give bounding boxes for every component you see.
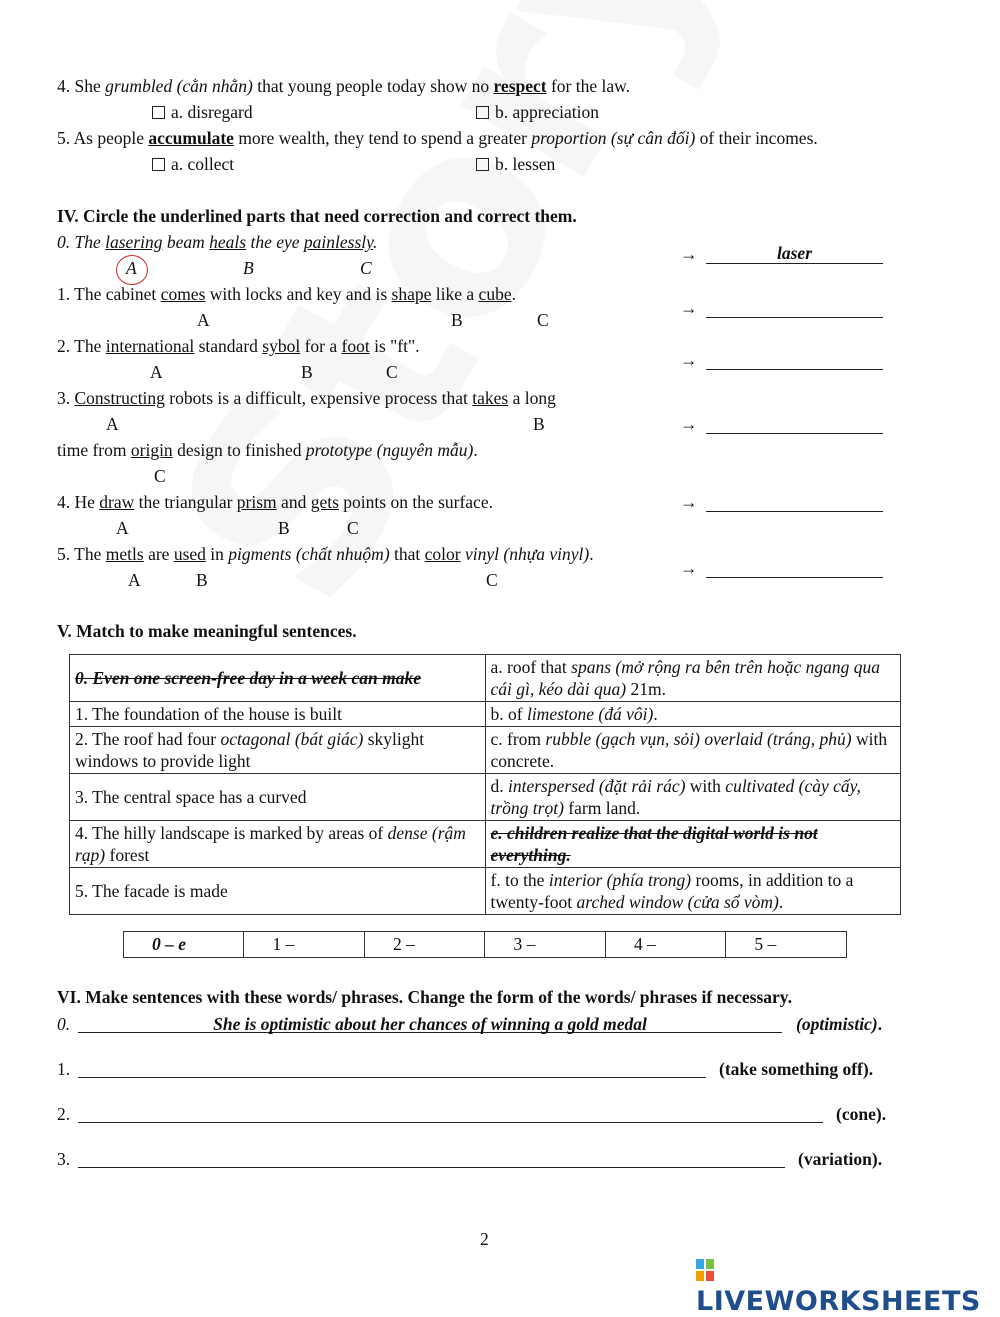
right-cell: c. from rubble (gạch vụn, sỏi) overlaid (tráng, phủ) with concrete.	[485, 727, 901, 774]
label-c: C	[486, 570, 498, 590]
label-c: C	[347, 518, 359, 538]
label-c: C	[360, 258, 372, 278]
answer-line[interactable]: →	[680, 414, 890, 438]
table-row	[70, 727, 901, 774]
answer-line[interactable]: →	[680, 558, 890, 582]
answer-line: → laser	[680, 244, 890, 268]
option-b-checkbox[interactable]: b. appreciation	[476, 102, 599, 123]
answer-text: laser	[777, 243, 812, 263]
sentence-input-line[interactable]	[78, 1149, 785, 1168]
left-cell: 1. The foundation of the house is built	[70, 702, 486, 727]
table-row	[70, 702, 901, 727]
question-4: 4. He draw the triangular prism and gets points on the surface.	[57, 492, 493, 512]
table-row	[70, 821, 901, 868]
example-cue: (optimistic).	[796, 1014, 883, 1034]
left-cell: 4. The hilly landscape is marked by areas of dense (rậm rạp) forest	[70, 821, 486, 868]
question-4: 4. She grumbled (cằn nhằn) that young people today show no respect for the law.	[57, 76, 631, 96]
question-1: 1. The cabinet comes with locks and key and is shape like a cube.	[57, 284, 516, 304]
label-a: A	[106, 414, 119, 434]
label-c: C	[386, 362, 398, 382]
section-4-heading: IV. Circle the underlined parts that need correction and correct them.	[57, 206, 577, 226]
table-row	[70, 774, 901, 821]
label-b: B	[301, 362, 313, 382]
answer-key-cell: 0 – e	[124, 932, 244, 958]
question-3-line-2: time from origin design to finished prototype (nguyên mẫu).	[57, 440, 478, 460]
right-cell: d. interspersed (đặt rải rác) with cultivated (cày cấy, trồng trọt) farm land.	[485, 774, 901, 821]
section-6-heading: VI. Make sentences with these words/ phrases. Change the form of the words/ phrases if necessary.	[57, 987, 792, 1007]
option-b-checkbox[interactable]: b. lessen	[476, 154, 555, 175]
table-row	[70, 655, 901, 702]
answer-line[interactable]: →	[680, 350, 890, 374]
example-sentence: 0. The lasering beam heals the eye painlessly.	[57, 232, 378, 252]
label-b: B	[533, 414, 545, 434]
item-cue: (take something off).	[719, 1059, 874, 1079]
option-a-checkbox[interactable]: a. collect	[152, 154, 234, 175]
page-number: 2	[480, 1229, 489, 1249]
label-b: B	[278, 518, 290, 538]
right-cell: a. roof that spans (mở rộng ra bên trên hoặc ngang qua cái gì, kéo dài qua) 21m.	[485, 655, 901, 702]
liveworksheets-logo: LIVEWORKSHEETS	[696, 1255, 1000, 1317]
key-word: respect	[493, 76, 547, 96]
answer-key-cell[interactable]: 2 –	[364, 932, 484, 958]
answer-key-cell[interactable]: 1 –	[244, 932, 364, 958]
item-number: 2.	[57, 1104, 71, 1124]
answer-key-cell[interactable]: 4 –	[605, 932, 725, 958]
item-cue: (cone).	[836, 1104, 887, 1124]
option-a-checkbox[interactable]: a. disregard	[152, 102, 253, 123]
label-c: C	[154, 466, 166, 486]
left-cell: 2. The roof had four octagonal (bát giác) skylight windows to provide light	[70, 727, 486, 774]
answer-line[interactable]: →	[680, 298, 890, 322]
right-cell: b. of limestone (đá vôi).	[485, 702, 901, 727]
question-5: 5. The metls are used in pigments (chất nhuộm) that color vinyl (nhựa vinyl).	[57, 544, 594, 564]
label-c: C	[537, 310, 549, 330]
label-a: A	[197, 310, 210, 330]
matching-table	[69, 654, 901, 915]
item-number: 1.	[57, 1059, 71, 1079]
sentence-input-line[interactable]	[78, 1059, 706, 1078]
answer-circle	[116, 255, 148, 285]
left-cell: 5. The facade is made	[70, 868, 486, 915]
question-5: 5. As people accumulate more wealth, they tend to spend a greater proportion (sự cân đối) of their incomes.	[57, 128, 818, 148]
left-cell: 0. Even one screen-free day in a week can make	[70, 655, 486, 702]
right-cell: f. to the interior (phía trong) rooms, in addition to a twenty-foot arched window (cửa sổ vòm).	[485, 868, 901, 915]
sentence-input-line[interactable]	[78, 1104, 823, 1123]
label-a: A	[128, 570, 141, 590]
label-a: A	[150, 362, 163, 382]
answer-key-table	[123, 931, 847, 958]
label-b: B	[243, 258, 254, 278]
example-number: 0.	[57, 1014, 71, 1034]
key-word: accumulate	[148, 128, 234, 148]
label-a: A	[126, 258, 137, 278]
label-a: A	[116, 518, 129, 538]
question-3: 3. Constructing robots is a difficult, expensive process that takes a long	[57, 388, 556, 408]
right-cell: e. children realize that the digital world is not everything.	[485, 821, 901, 868]
question-2: 2. The international standard sybol for a foot is "ft".	[57, 336, 420, 356]
example-answer: She is optimistic about her chances of winning a gold medal	[213, 1014, 647, 1034]
answer-key-cell[interactable]: 5 –	[726, 932, 847, 958]
answer-key-cell[interactable]: 3 –	[485, 932, 605, 958]
logo-icon	[696, 1259, 715, 1281]
left-cell: 3. The central space has a curved	[70, 774, 486, 821]
label-b: B	[196, 570, 208, 590]
table-row	[70, 868, 901, 915]
label-b: B	[451, 310, 463, 330]
item-cue: (variation).	[798, 1149, 883, 1169]
item-number: 3.	[57, 1149, 71, 1169]
answer-line[interactable]: →	[680, 492, 890, 516]
section-5-heading: V. Match to make meaningful sentences.	[57, 621, 357, 641]
